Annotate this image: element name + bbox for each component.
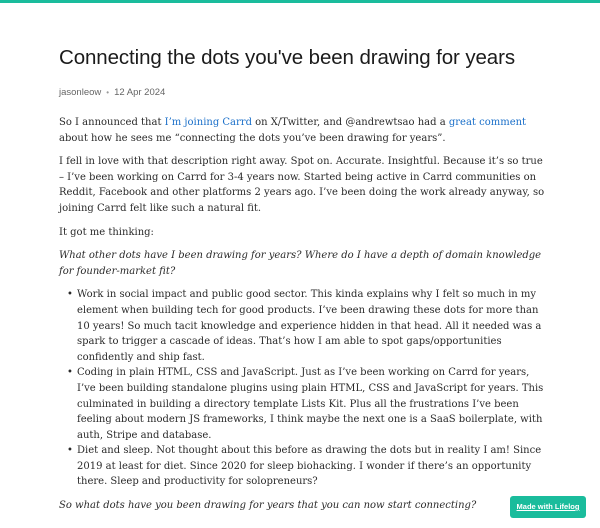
list-item: • Diet and sleep. Not thought about this before as drawing the dots but in reality I am! Since 2019 at least for diet. Since 2020 for sleep biohacking. I wonder if there’s an opportunity there. Sleep and productivity for solopreneurs? bbox=[77, 443, 545, 490]
paragraph-description: I fell in love with that description right away. Spot on. Accurate. Insightful. Because it’s so true – I’ve been working on Carrd for 3-4 years now. Started being active in Carrd communities on Reddit, Facebook and other platforms 2 years ago. I’ve been doing the work already anyway, so joining Carrd felt like such a natural fit. bbox=[59, 156, 545, 214]
closing-text: So what dots have you been drawing for years that you can now start connecting? bbox=[59, 500, 477, 512]
top-accent-bar bbox=[0, 0, 600, 3]
paragraph-intro bbox=[59, 115, 545, 146]
paragraph-thinking: It got me thinking: bbox=[59, 226, 154, 238]
intro-text-1: So I announced that bbox=[59, 117, 165, 128]
paragraph-question bbox=[59, 248, 545, 279]
joining-carrd-link[interactable]: I’m joining Carrd bbox=[164, 117, 252, 128]
list-item: • Coding in plain HTML, CSS and JavaScript. Just as I’ve been working on Carrd for years, I’ve been building standalone plugins using plain HTML, CSS and JavaScript for years. This culminated in building a directory template Lists Kit. Plus all the frustrations I’ve been feeling about modern JS frameworks, I think maybe the next one is a SaaS boilerplate, with auth, Stripe and database. bbox=[77, 365, 545, 443]
author-name: jasonleow bbox=[59, 87, 102, 98]
intro-text-2: on X/Twitter, and @andrewtsao had a bbox=[251, 117, 449, 128]
post-meta bbox=[59, 86, 545, 100]
post-date: 12 Apr 2024 bbox=[114, 87, 166, 98]
question-text: What other dots have I been drawing for years? Where do I have a depth of domain knowledge for founder-market fit? bbox=[59, 250, 542, 277]
intro-text-3: about how he sees me “connecting the dots you’ve been drawing for years”. bbox=[59, 132, 446, 144]
article bbox=[59, 44, 545, 522]
page-title: Connecting the dots you've been drawing for years bbox=[59, 46, 515, 69]
list-item: • Work in social impact and public good sector. This kinda explains why I felt so much in my element when building tech for good products. I’ve been drawing these dots for more than 10 years! So much tacit knowledge and experience hidden in that head. All it needed was a spark to trigger a cascade of ideas. That’s how I am able to spot gaps/opportunities confidently and ship fast. bbox=[77, 287, 545, 365]
paragraph-closing bbox=[59, 498, 545, 514]
meta-separator: • bbox=[106, 88, 110, 97]
article-body bbox=[59, 115, 545, 514]
made-with-lifelog-button[interactable]: Made with Lifelog bbox=[510, 496, 586, 518]
dots-list bbox=[59, 287, 545, 490]
great-comment-link[interactable]: great comment bbox=[448, 117, 527, 128]
